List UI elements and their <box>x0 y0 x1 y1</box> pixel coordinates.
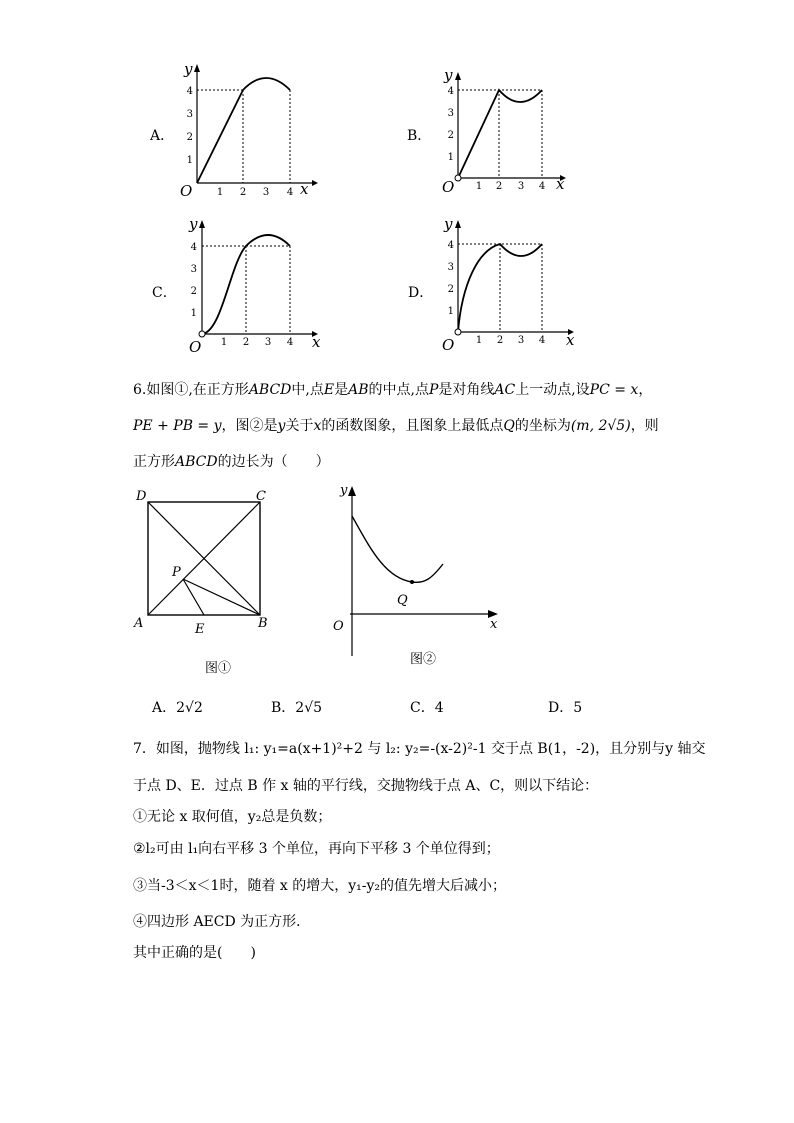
tick-x-4: 4 <box>286 337 294 348</box>
option-a-letter: A． <box>150 128 175 144</box>
q6-math: PC = x <box>589 382 639 398</box>
label-c: C <box>256 489 266 504</box>
q6-math: ABCD <box>248 382 292 398</box>
q6-math: y <box>277 418 286 434</box>
q6-text: 的坐标为 <box>514 418 571 434</box>
q6-math: AB <box>348 382 369 398</box>
q6-text: 是对角线 <box>438 382 495 398</box>
q6-text: 的中点,点 <box>368 382 429 398</box>
tick-y-4: 4 <box>186 86 193 97</box>
y-axis-arrow <box>455 72 461 80</box>
choice-value: 4 <box>434 700 444 716</box>
q6-line-1 <box>133 379 652 399</box>
tick-x-2: 2 <box>495 181 503 192</box>
q7-statement-3: ③当-3＜x＜1时，随着 x 的增大，y₁-y₂的值先增大后减小； <box>133 878 507 894</box>
tick-x-3: 3 <box>517 335 525 346</box>
y-axis-label: y <box>444 215 453 233</box>
q7-line-2: 于点 D、E．过点 B 作 x 轴的平行线，交抛物线于点 A、C，则以下结论： <box>133 778 599 794</box>
q6-math: P <box>428 382 439 398</box>
tick-y-4: 4 <box>447 240 454 251</box>
figure-graph <box>320 478 510 660</box>
q6-text: 6.如图①,在正方形 <box>133 382 249 398</box>
tick-x-1: 1 <box>220 337 228 348</box>
q7-question: 其中正确的是( ) <box>133 945 256 961</box>
label-e: E <box>195 622 205 637</box>
q6-math: ABCD <box>175 454 218 470</box>
tick-x-1: 1 <box>475 181 483 192</box>
y-axis-label: y <box>340 483 348 498</box>
origin-label: O <box>333 619 344 634</box>
graph-option-b <box>428 64 576 194</box>
origin-label: O <box>180 182 193 198</box>
tick-y-2: 2 <box>447 130 454 141</box>
q6-math: E <box>323 382 335 398</box>
q7-statement-1: ①无论 x 取何值，y₂总是负数； <box>133 809 332 825</box>
tick-y-4: 4 <box>190 242 197 253</box>
tick-y-1: 1 <box>190 308 197 319</box>
point-q <box>410 580 414 584</box>
tick-x-3: 3 <box>517 181 525 192</box>
choice-value: 5 <box>573 700 583 716</box>
figure-1-caption: 图① <box>205 661 232 676</box>
x-axis-label: x <box>566 331 575 349</box>
option-d-letter: D． <box>408 285 434 301</box>
q6-text: 正方形 <box>133 454 175 470</box>
choice-value: 2√2 <box>176 700 203 716</box>
y-axis-label: y <box>444 66 453 84</box>
q6-math: Q <box>503 418 515 434</box>
tick-y-3: 3 <box>447 262 454 273</box>
tick-y-3: 3 <box>447 108 454 119</box>
y-axis-arrow <box>455 220 461 228</box>
segment-pb <box>183 579 260 615</box>
tick-y-1: 1 <box>447 306 454 317</box>
tick-x-2: 2 <box>242 337 250 348</box>
tick-y-3: 3 <box>190 264 197 275</box>
q6-line-2 <box>133 415 659 435</box>
x-axis-label: x <box>490 617 498 632</box>
x-axis-label: x <box>556 175 565 193</box>
open-point <box>455 329 461 335</box>
q6-text: ，则 <box>630 418 659 434</box>
tick-x-2: 2 <box>496 335 504 346</box>
x-axis-label: x <box>300 180 309 198</box>
q7-statement-2: ②l₂可由 l₁向右平移 3 个单位，再向下平移 3 个单位得到； <box>133 841 500 857</box>
origin-label: O <box>189 338 202 352</box>
choice-b <box>271 697 322 717</box>
y-axis-label: y <box>189 215 198 233</box>
q6-text: 中,点 <box>291 382 324 398</box>
label-d: D <box>136 489 147 504</box>
choice-letter: B． <box>271 700 296 716</box>
tick-x-1: 1 <box>216 187 224 198</box>
origin-label: O <box>442 178 455 194</box>
option-c-letter: C． <box>152 285 177 301</box>
choice-letter: C． <box>410 700 435 716</box>
q6-math: x <box>313 418 322 434</box>
open-point <box>455 175 461 181</box>
tick-y-2: 2 <box>186 132 193 143</box>
choice-d <box>548 697 582 717</box>
tick-x-1: 1 <box>475 335 483 346</box>
tick-y-2: 2 <box>190 286 197 297</box>
tick-x-4: 4 <box>286 187 294 198</box>
q6-text: 关于 <box>285 418 314 434</box>
graph-option-d <box>428 214 580 352</box>
label-a: A <box>134 616 144 631</box>
q6-math: AC <box>494 382 516 398</box>
x-axis-label: x <box>312 333 321 351</box>
function-curve <box>458 90 542 178</box>
open-point <box>199 331 205 337</box>
origin-label: O <box>442 336 455 352</box>
q7-line-1: 7．如图，抛物线 l₁: y₁=a(x+1)²+2 与 l₂: y₂=-(x-2)²-1 交于点 B(1，-2)，且分别与y 轴交 <box>133 741 706 757</box>
y-axis-arrow <box>348 486 356 496</box>
tick-x-3: 3 <box>264 337 272 348</box>
figure-2-caption: 图② <box>410 652 437 667</box>
y-axis-label: y <box>184 60 193 78</box>
graph-option-a <box>172 58 320 198</box>
tick-x-4: 4 <box>538 335 546 346</box>
x-axis-arrow <box>312 180 318 186</box>
function-curve <box>352 516 443 582</box>
choice-letter: A． <box>152 700 177 716</box>
choice-letter: D． <box>548 700 574 716</box>
tick-x-3: 3 <box>262 187 270 198</box>
option-b-letter: B． <box>407 128 432 144</box>
q6-text: 的边长为（ ） <box>217 454 330 470</box>
q6-math: PE + PB = y <box>133 418 222 434</box>
tick-y-1: 1 <box>447 152 454 163</box>
tick-y-1: 1 <box>186 155 193 166</box>
graph-option-c <box>172 214 324 352</box>
tick-y-2: 2 <box>447 284 454 295</box>
tick-y-3: 3 <box>186 109 193 120</box>
q6-line-3 <box>133 451 330 471</box>
q6-text: 是 <box>334 382 349 398</box>
figure-square <box>128 484 288 644</box>
q6-text: 的函数图象，且图象上最低点 <box>321 418 504 434</box>
q6-math: (m, 2√5) <box>570 418 631 434</box>
q6-text: ， <box>638 382 653 398</box>
tick-y-4: 4 <box>447 86 454 97</box>
choice-c <box>410 697 444 717</box>
q7-statement-4: ④四边形 AECD 为正方形． <box>133 914 311 930</box>
q6-text: 上一动点,设 <box>515 382 590 398</box>
tick-x-4: 4 <box>538 181 546 192</box>
y-axis-arrow <box>199 220 205 228</box>
choice-value: 2√5 <box>295 700 323 716</box>
q6-text: ，图②是 <box>221 418 278 434</box>
tick-x-2: 2 <box>239 187 247 198</box>
label-q: Q <box>397 593 408 608</box>
y-axis-arrow <box>194 64 200 72</box>
label-p: P <box>172 565 181 580</box>
choice-a <box>152 697 203 717</box>
label-b: B <box>258 616 268 631</box>
